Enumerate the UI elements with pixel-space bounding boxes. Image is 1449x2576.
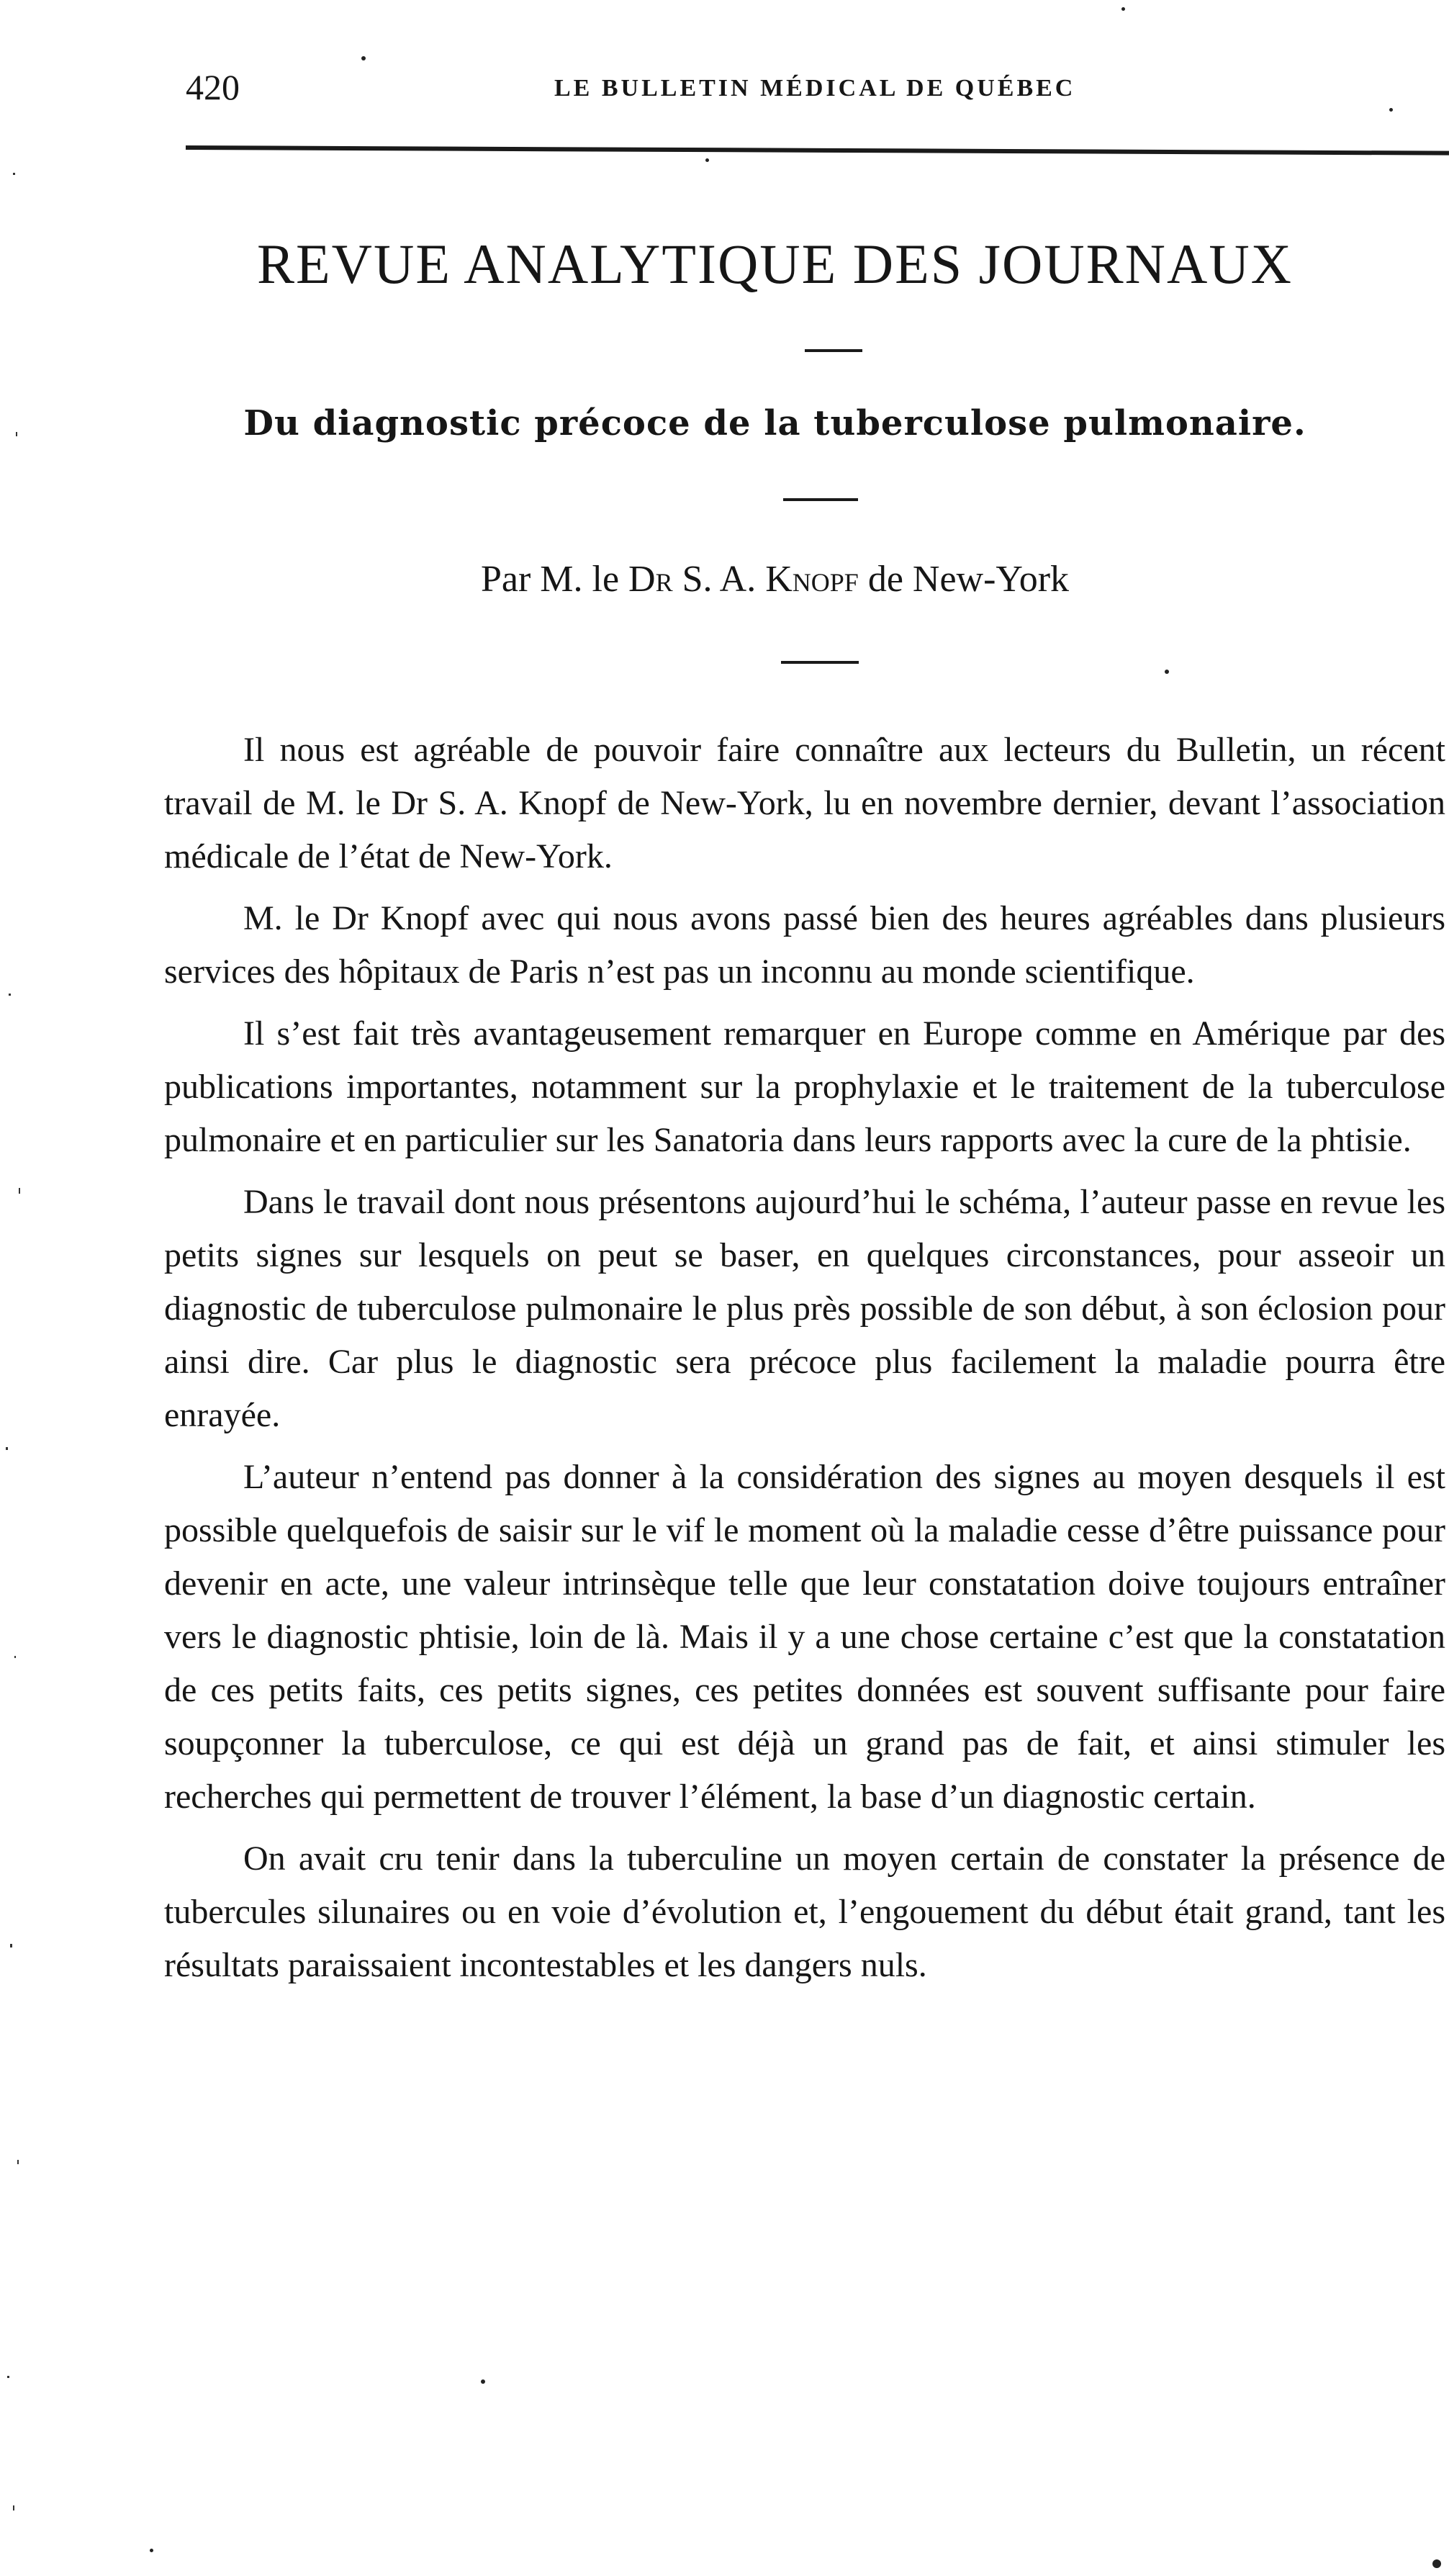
scan-speck	[1432, 2559, 1441, 2568]
paragraph: Il nous est agréable de pouvoir faire connaître aux lecteurs du Bulletin, un récent travail de M. le Dr S. A. Knopf de New-York, lu en novembre dernier, devant l’association médicale de l’état de New-York.	[164, 731, 1445, 875]
byline-divider	[781, 661, 859, 664]
scan-speck	[481, 2379, 485, 2384]
section-title: REVUE ANALYTIQUE DES JOURNAUX	[257, 233, 1293, 295]
paragraph: M. le Dr Knopf avec qui nous avons passé bien des heures agréables dans plusieurs services des hôpitaux de Paris n’est pas un inconnu au monde scientifique.	[164, 899, 1445, 991]
page-number: 420	[186, 67, 240, 107]
byline-prefix: Par M. le	[480, 559, 629, 600]
scan-speck	[1389, 108, 1393, 112]
paragraph: On avait cru tenir dans la tuberculine un moyen certain de constater la présence de tubercules silunaires ou en voie d’évolution et, l’engouement du début était grand, tant les résultats paraissaient incontestables et les dangers nuls.	[164, 1839, 1445, 1984]
byline-suffix: de New-York	[858, 559, 1070, 600]
title-divider	[805, 349, 862, 352]
header-rule	[186, 145, 1449, 156]
running-head	[180, 66, 1447, 117]
paragraph: Dans le travail dont nous présentons aujourd’hui le schéma, l’auteur passe en revue les petits signes sur lesquels on peut se baser, en quelques circonstances, pour asseoir un diagnostic de tuberculose pulmonaire le plus près possible de son début, à son éclosion pour ainsi dire. Car plus le diagnostic sera précoce plus facilement la maladie pourra être enrayée.	[164, 1183, 1445, 1434]
byline-author: Knopf	[765, 559, 859, 600]
scan-speck	[705, 158, 709, 162]
journal-title: LE BULLETIN MÉDICAL DE QUÉBEC	[554, 75, 1076, 102]
article-title: Du diagnostic précoce de la tuberculose pulmonaire.	[243, 403, 1306, 443]
byline	[0, 558, 1449, 600]
byline-initials: S. A.	[672, 559, 766, 600]
scan-speck	[1121, 7, 1125, 11]
scan-speck	[361, 56, 366, 60]
paragraph: L’auteur n’entend pas donner à la considération des signes au moyen desquels il est possible quelquefois de saisir sur le vif le moment où la maladie cesse d’être puissance pour devenir en acte, une valeur intrinsèque telle que leur constatation doive toujours entraîner vers le diagnostic phtisie, loin de là. Mais il y a une chose certaine c’est que la constatation de ces petits faits, ces petits signes, ces petites données est souvent suffisante pour faire soupçonner la tuberculose, ce qui est déjà un grand pas de fait, et ainsi stimuler les recherches qui permettent de trouver l’élément, la base d’un diagnostic certain.	[164, 1458, 1445, 1816]
subtitle-divider	[783, 498, 858, 501]
scan-margin-artifacts	[0, 0, 29, 2576]
scan-speck	[1165, 670, 1169, 674]
article-body	[164, 724, 1445, 2001]
byline-dr: Dr	[628, 559, 673, 600]
paragraph: Il s’est fait très avantageusement remarquer en Europe comme en Amérique par des publications importantes, notamment sur la prophylaxie et le traitement de la tuberculose pulmonaire et en particulier sur les Sanatoria dans leurs rapports avec la cure de la phtisie.	[164, 1014, 1445, 1159]
scan-speck	[150, 2549, 153, 2552]
